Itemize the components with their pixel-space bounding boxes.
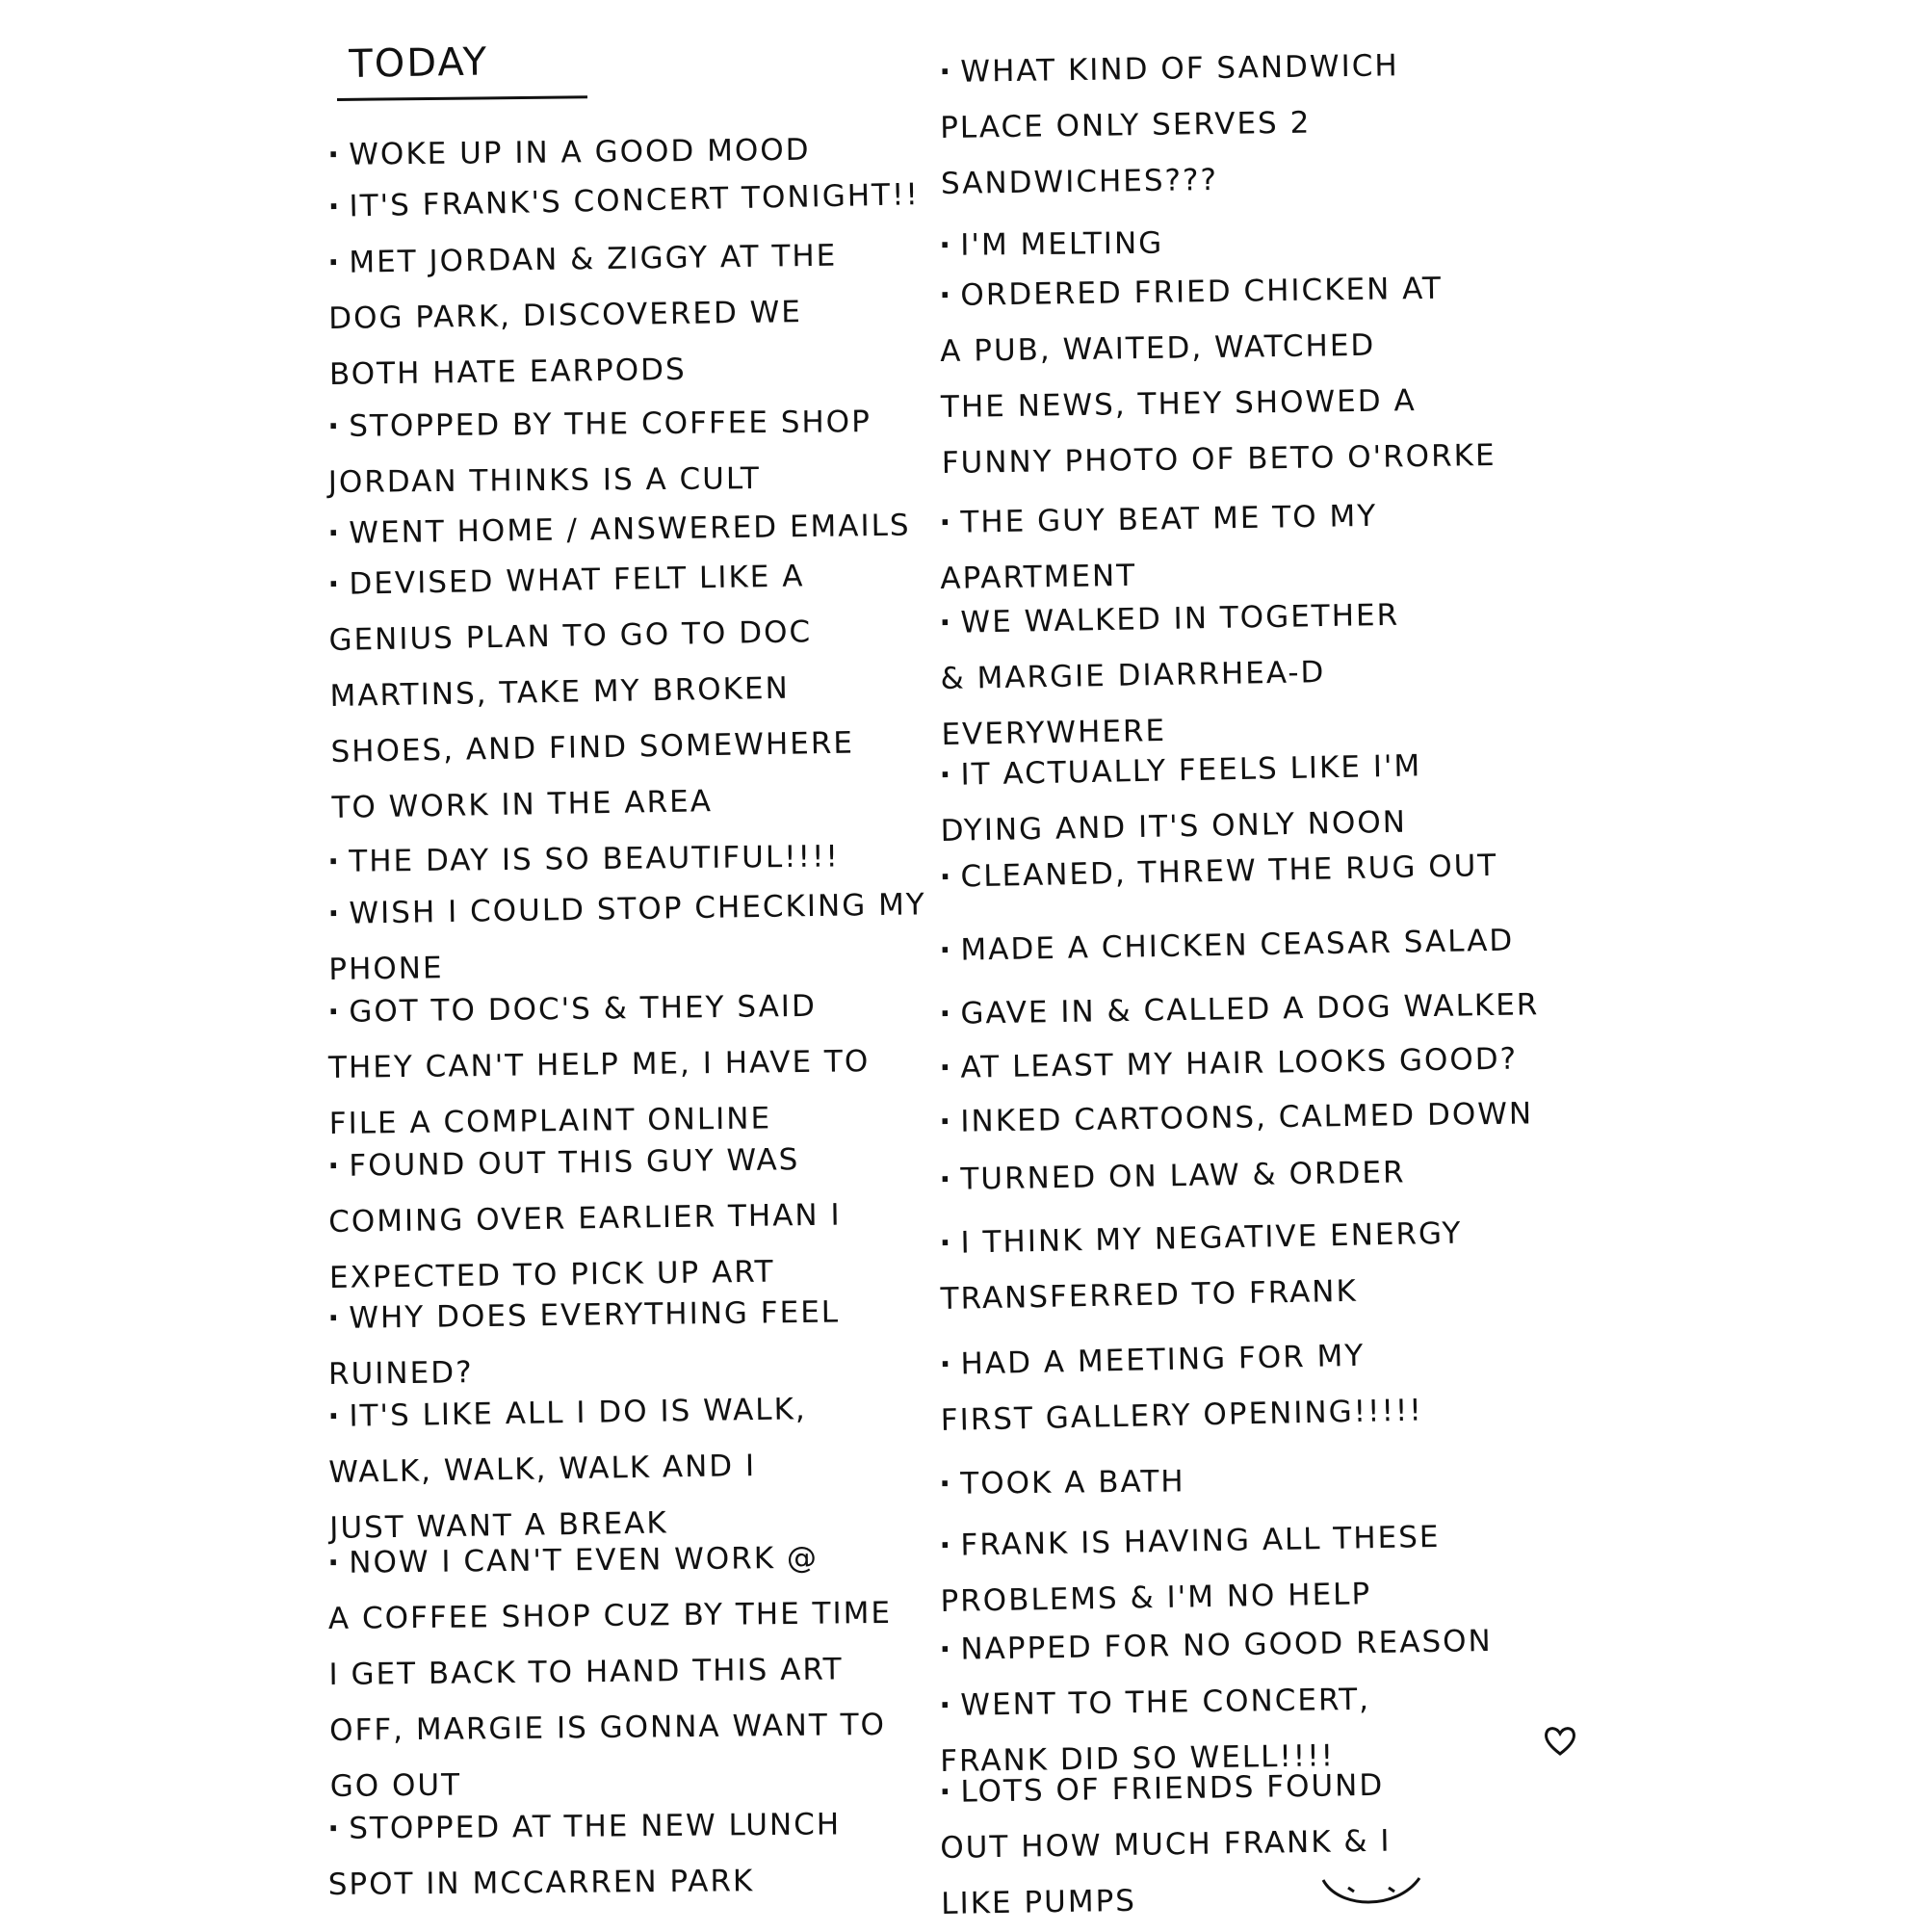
entry-text: NOW I CAN'T EVEN WORK @ A COFFEE SHOP CUZ BY THE TIME I GET BACK TO HAND THIS ART OFF, MARGIE IS GONNA WANT TO GO OUT [327,1540,893,1804]
left-entry [327,167,920,235]
entry-text: DEVISED WHAT FELT LIKE A GENIUS PLAN TO GO TO DOC MARTINS, TAKE MY BROKEN SHOES, AND FIND SOMEWHERE TO WORK IN THE AREA [328,559,855,825]
entry-text: I THINK MY NEGATIVE ENERGY TRANSFERRED TO FRANK [940,1215,1463,1317]
right-entry [939,838,1498,905]
entry-text: WHY DOES EVERYTHING FEEL RUINED? [327,1294,841,1392]
bullet-dot: · [939,605,953,640]
entry-text: WOKE UP IN A GOOD MOOD [349,132,811,172]
entry-text: TOOK A BATH [960,1464,1185,1501]
entry-text: HAD A MEETING FOR MY FIRST GALLERY OPENING!!!!! [940,1338,1424,1438]
bullet-dot: · [327,1398,342,1434]
entry-text: IT ACTUALLY FEELS LIKE I'M DYING AND IT'S ONLY NOON [940,748,1422,849]
bullet-dot: · [939,1466,953,1501]
bullet-dot: · [939,1687,953,1723]
right-entry [939,1144,1406,1208]
entry-text: GOT TO DOC'S & THEY SAID THEY CAN'T HELP ME, I HAVE TO FILE A COMPLAINT ONLINE [327,988,871,1141]
bullet-dot: · [939,54,953,90]
heart-icon [1543,1724,1577,1757]
right-entry [939,1453,1185,1512]
bullet-dot: · [939,505,953,540]
entry-text: I'M MELTING [960,225,1164,263]
entry-text: LOTS OF FRIENDS FOUND OUT HOW MUCH FRANK & I LIKE PUMPS [940,1767,1392,1921]
right-entry [939,1327,1423,1449]
entry-text: INKED CARTOONS, CALMED DOWN [960,1096,1534,1139]
bullet-dot: · [327,1545,342,1580]
entry-text: FOUND OUT THIS GUY WAS COMING OVER EARLIER THAN I EXPECTED TO PICK UP ART [327,1142,842,1295]
bullet-dot: · [939,1632,953,1667]
entry-text: STOPPED AT THE NEW LUNCH SPOT IN MCCARREN PARK [327,1807,842,1902]
right-entry [939,1206,1464,1327]
entry-text: CLEANED, THREW THE RUG OUT [960,848,1498,895]
left-entry [327,1132,843,1306]
left-entry [327,1529,894,1815]
bullet-dot: · [327,245,342,280]
left-entry [327,394,872,510]
right-entry [939,587,1402,763]
bullet-dot: · [327,896,342,931]
bullet-dot: · [327,994,342,1030]
entry-text: WHAT KIND OF SANDWICH PLACE ONLY SERVES 2 SANDWICHES??? [939,48,1399,201]
entry-text: GAVE IN & CALLED A DOG WALKER [960,987,1540,1031]
right-entry [939,1613,1493,1678]
entry-text: STOPPED BY THE COFFEE SHOP JORDAN THINKS IS A CULT [327,405,872,500]
entry-text: FRANK IS HAVING ALL THESE PROBLEMS & I'M NO HELP [940,1519,1441,1619]
entry-text: WISH I COULD STOP CHECKING MY PHONE [328,887,927,987]
left-column [327,0,963,1926]
bullet-dot: · [939,932,953,968]
entry-text: THE GUY BEAT ME TO MY APARTMENT [940,498,1378,596]
page-heading: TODAY [349,39,489,87]
bullet-dot: · [939,1050,953,1085]
bullet-dot: · [327,566,342,602]
bullet-dot: · [327,844,342,879]
bullet-dot: · [939,757,953,793]
entry-text: WENT TO THE CONCERT, FRANK DID SO WELL!!!! [939,1682,1371,1779]
bullet-dot: · [939,1346,953,1382]
entry-text: IT'S LIKE ALL I DO IS WALK, WALK, WALK, WALK AND I JUST WANT A BREAK [328,1392,808,1546]
bullet-dot: · [939,277,953,313]
entry-text: IT'S FRANK'S CONCERT TONIGHT!! [349,177,921,224]
bullet-dot: · [327,408,342,444]
bullet-dot: · [939,227,953,263]
bullet-dot: · [939,1774,953,1810]
entry-text: NAPPED FOR NO GOOD REASON [960,1623,1493,1667]
bullet-dot: · [327,189,342,224]
entry-text: WE WALKED IN TOGETHER & MARGIE DIARRHEA-D EVERYWHERE [940,597,1400,752]
entry-text: ORDERED FRIED CHICKEN AT A PUB, WAITED, WATCHED THE NEWS, THEY SHOWED A FUNNY PHOTO OF BETO O'RORKE [939,271,1497,481]
bullet-dot: · [327,1148,342,1184]
bullet-dot: · [939,996,953,1031]
right-entry [939,1085,1533,1150]
entry-text: TURNED ON LAW & ORDER [960,1155,1406,1197]
right-entry [939,1509,1442,1630]
bullet-dot: · [939,1162,953,1197]
left-entry [327,1796,842,1913]
entry-text: WENT HOME / ANSWERED EMAILS [349,508,911,551]
bullet-dot: · [327,515,342,551]
entry-text: MET JORDAN & ZIGGY AT THE DOG PARK, DISCOVERED WE BOTH HATE EARPODS [327,238,838,392]
right-column [939,0,1613,1926]
bullet-dot: · [327,137,342,172]
bullet-dot: · [327,1811,342,1846]
left-entry [327,548,855,836]
bullet-dot: · [939,1527,953,1563]
right-entry [939,260,1497,491]
right-entry [939,913,1515,979]
entry-text: AT LEAST MY HAIR LOOKS GOOD? [960,1041,1519,1085]
left-entry [327,978,871,1152]
bullet-dot: · [939,1104,953,1139]
smile-doodle-icon [1319,1870,1425,1913]
bullet-dot: · [939,859,953,895]
entry-text: MADE A CHICKEN CEASAR SALAD [960,923,1515,968]
entry-text: THE DAY IS SO BEAUTIFUL!!!! [349,839,841,879]
bullet-dot: · [939,1225,953,1261]
bullet-dot: · [327,1300,342,1336]
right-entry [939,38,1401,212]
left-entry [327,228,839,403]
